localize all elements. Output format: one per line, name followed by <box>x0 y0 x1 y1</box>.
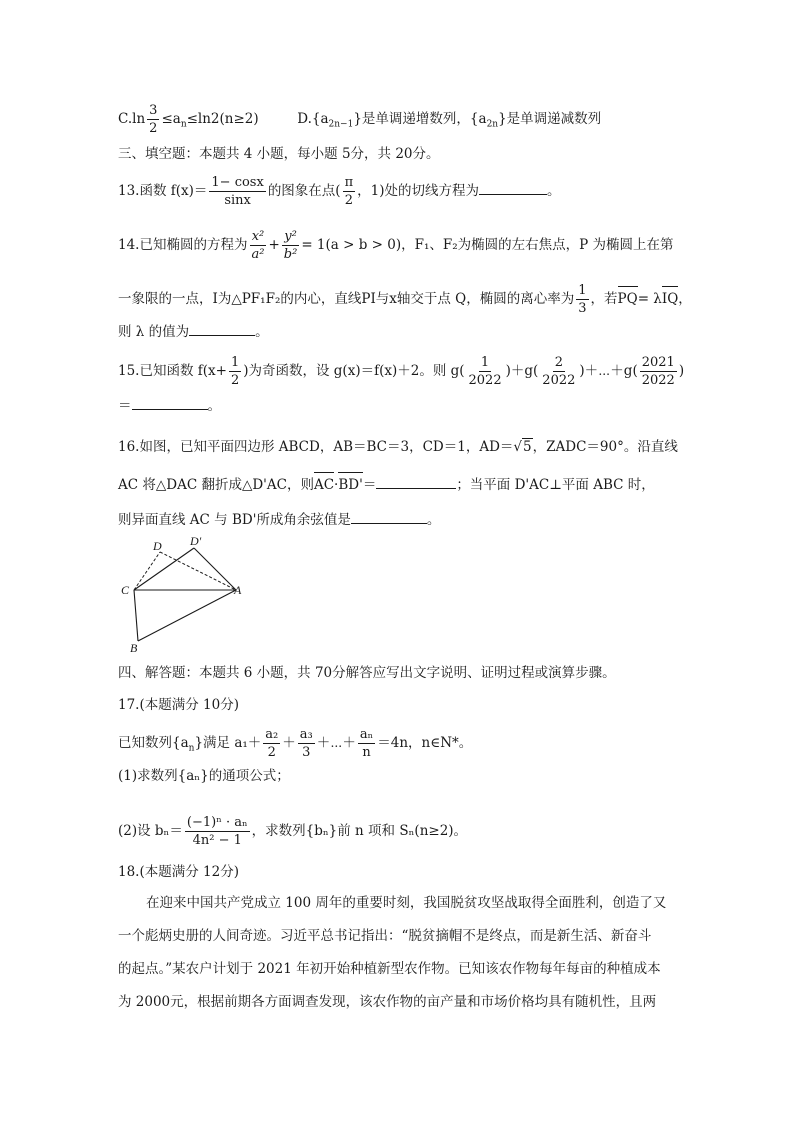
q13-point-fraction: $\frac{\pi}{2}$ <box>344 175 354 208</box>
q17-plus-1: ＋ <box>282 735 296 751</box>
question-14-line-2 <box>118 284 694 315</box>
q16-vector-bd: BD' <box>338 474 362 496</box>
q15-line2-end: 。 <box>207 398 221 414</box>
q15-fraction-1: $\frac{1}{2022}$ <box>468 355 502 388</box>
q14-line3-prefix: 则 λ 的值为 <box>118 324 190 340</box>
q14-eccentricity-fraction: $\frac{1}{3}$ <box>578 283 587 316</box>
q15-m1: )＋g( <box>505 363 539 379</box>
section-3-heading: 三、填空题：本题共 4 小题，每小题 5分，共 20分。 <box>118 146 440 162</box>
question-17-part-1: (1)求数列{aₙ}的通项公式； <box>118 768 290 784</box>
edge-cd-dashed <box>134 552 160 590</box>
q16-answer-blank-1[interactable] <box>376 476 456 489</box>
q16-answer-blank-2[interactable] <box>351 511 427 524</box>
q15-mid: )为奇函数，设 g(x)＝f(x)＋2。则 g( <box>243 363 465 379</box>
q13-mid: 的图象在点( <box>267 183 341 199</box>
q16-line2-prefix: AC 将△DAC 翻折成△D'AC，则 <box>118 477 314 493</box>
q16-vector-ac: AC <box>314 474 334 496</box>
q17-sub: n <box>188 743 195 754</box>
question-18-title: 18.(本题满分 12分) <box>118 864 239 880</box>
question-16-line-2 <box>118 474 694 496</box>
q14-vector-pq: PQ <box>618 288 638 310</box>
q17-post: ＝4n，n∈N*。 <box>377 735 473 751</box>
q16-line2-post: ；当平面 D'AC⊥平面 ABC 时， <box>456 477 655 493</box>
question-16-line-3 <box>118 509 694 531</box>
q17-fraction-n: $\frac{\text{aₙ}}{n}$ <box>359 727 374 760</box>
label-d: D <box>153 539 162 553</box>
q17-fraction-3: $\frac{\text{a₃}}{3}$ <box>299 727 313 760</box>
q15-fraction-2: $\frac{2}{2022}$ <box>542 355 576 388</box>
q18-paragraph-line-1: 在迎来中国共产党成立 100 周年的重要时刻，我国脱贫攻坚战取得全面胜利，创造了又 <box>146 895 667 911</box>
q14-line2-end: ， <box>678 291 692 307</box>
option-c-sub: n <box>180 119 187 130</box>
q14-line3-end: 。 <box>255 324 269 340</box>
q16-prefix: 16.如图，已知平面四边形 ABCD，AB＝BC＝3，CD＝1，AD＝ <box>118 439 514 455</box>
question-17-part-2 <box>118 816 694 847</box>
label-d-prime: D' <box>190 535 202 548</box>
q18-paragraph-line-2: 一个彪炳史册的人间奇迹。习近平总书记指出：“脱贫摘帽不是终点，而是新生活、新奋斗 <box>118 928 652 944</box>
label-c: C <box>121 583 130 597</box>
q15-half-fraction: $\frac{1}{2}$ <box>230 355 240 388</box>
q17-plus-2: ＋⋯＋ <box>316 735 356 751</box>
label-b: B <box>130 641 138 655</box>
q15-answer-blank[interactable] <box>132 397 208 410</box>
q14-line2-mid: ，若 <box>590 291 618 307</box>
q17-part2-prefix: (2)设 bₙ＝ <box>118 823 183 839</box>
q18-paragraph-line-3: 的起点。”某农户计划于 2021 年初开始种植新型农作物。已知该农作物每年每亩的种植成本 <box>118 961 661 977</box>
q14-prefix: 14.已知椭圆的方程为 <box>118 237 248 253</box>
edge-dpa <box>194 548 236 590</box>
question-15-line-2 <box>118 395 694 417</box>
option-c-text: ≤a <box>161 111 181 127</box>
q17-prefix: 已知数列{a <box>118 735 189 751</box>
q17-fraction-2: $\frac{\text{a₂}}{2}$ <box>265 727 279 760</box>
question-14-line-3 <box>118 321 694 343</box>
option-c-prefix: C.ln <box>118 111 146 127</box>
q17-mid: }满足 a₁＋ <box>194 735 262 751</box>
q13-fraction: $\frac{1- \cos x}{\sin x}$ <box>211 175 264 208</box>
edge-cb <box>134 590 138 641</box>
q16-sqrt: √5 <box>513 439 532 455</box>
edge-cdp <box>134 548 194 590</box>
question-14-line-1 <box>118 230 694 261</box>
question-13 <box>118 176 694 207</box>
q14-answer-blank[interactable] <box>189 323 255 336</box>
q16-dot: · <box>334 477 339 493</box>
q17-part2-post: ，求数列{bₙ}前 n 项和 Sₙ(n≥2)。 <box>251 823 468 839</box>
q13-post: ，1)处的切线方程为 <box>357 183 479 199</box>
question-16-line-1 <box>118 436 694 458</box>
section-4-heading: 四、解答题：本题共 6 小题，共 70分解答应写出文字说明、证明过程或演算步骤。 <box>118 665 616 681</box>
option-d-sub: 2n−1 <box>328 119 354 130</box>
q15-fraction-3: $\frac{2021}{2022}$ <box>641 355 675 388</box>
option-c-fraction: $\frac{3}{2}$ <box>149 103 158 136</box>
option-d-post: }是单调递减数列 <box>498 111 602 127</box>
q16-line3-end: 。 <box>426 512 441 528</box>
q15-prefix: 15.已知函数 f(x+ <box>118 363 227 379</box>
edge-ba <box>138 590 236 641</box>
question-17-statement <box>118 728 694 760</box>
q16-line3-prefix: 则异面直线 AC 与 BD'所成角余弦值是 <box>118 512 351 528</box>
q15-end: ) <box>678 363 685 379</box>
q13-answer-blank[interactable] <box>479 182 547 195</box>
q18-paragraph-line-4: 为 2000元，根据前期各方面调查发现，该农作物的亩产量和市场价格均具有随机性，且两 <box>118 994 657 1010</box>
option-c-text2: ≤ln2(n≥2) <box>186 111 259 127</box>
q14-vector-iq: IQ <box>662 288 678 310</box>
q13-prefix: 13.函数 f(x)＝ <box>118 183 208 199</box>
question-17-title: 17.(本题满分 10分) <box>118 697 239 713</box>
q15-line2-prefix: ＝ <box>118 398 132 414</box>
q14-equals: = λ <box>637 291 662 307</box>
option-d-sub2: 2n <box>486 119 499 130</box>
q14-line2-prefix: 一象限的一点，I为△PF₁F₂的内心，直线PI与x轴交于点 Q，椭圆的离心率为 <box>118 291 575 307</box>
q16-geometry-figure <box>112 535 262 655</box>
q16-equals: ＝ <box>362 477 377 493</box>
q14-post: = 1(a > b > 0)，F₁、F₂为椭圆的左右焦点，P 为椭圆上在第 <box>301 237 674 253</box>
question-15-line-1 <box>118 356 694 387</box>
option-d-prefix: D.{a <box>297 111 329 127</box>
q17-bn-fraction: $\frac{\text{(−1)ⁿ · aₙ}}{\text{4n² − 1}}$ <box>186 815 248 848</box>
q16-post: ，ZADC＝90°。沿直线 <box>532 439 678 455</box>
q15-m2: )＋⋯＋g( <box>579 363 638 379</box>
label-a: A <box>234 583 242 597</box>
edge-da-dashed <box>160 552 236 590</box>
q13-end: 。 <box>547 183 561 199</box>
q14-plus: + <box>268 237 280 253</box>
q14-y-fraction: $\frac{\text{y²}}{\text{b²}}$ <box>283 229 298 262</box>
option-d-mid: }是单调递增数列，{a <box>353 111 487 127</box>
option-line-cd <box>118 104 694 136</box>
q14-x-fraction: $\frac{\text{x²}}{\text{a²}}$ <box>251 229 265 262</box>
